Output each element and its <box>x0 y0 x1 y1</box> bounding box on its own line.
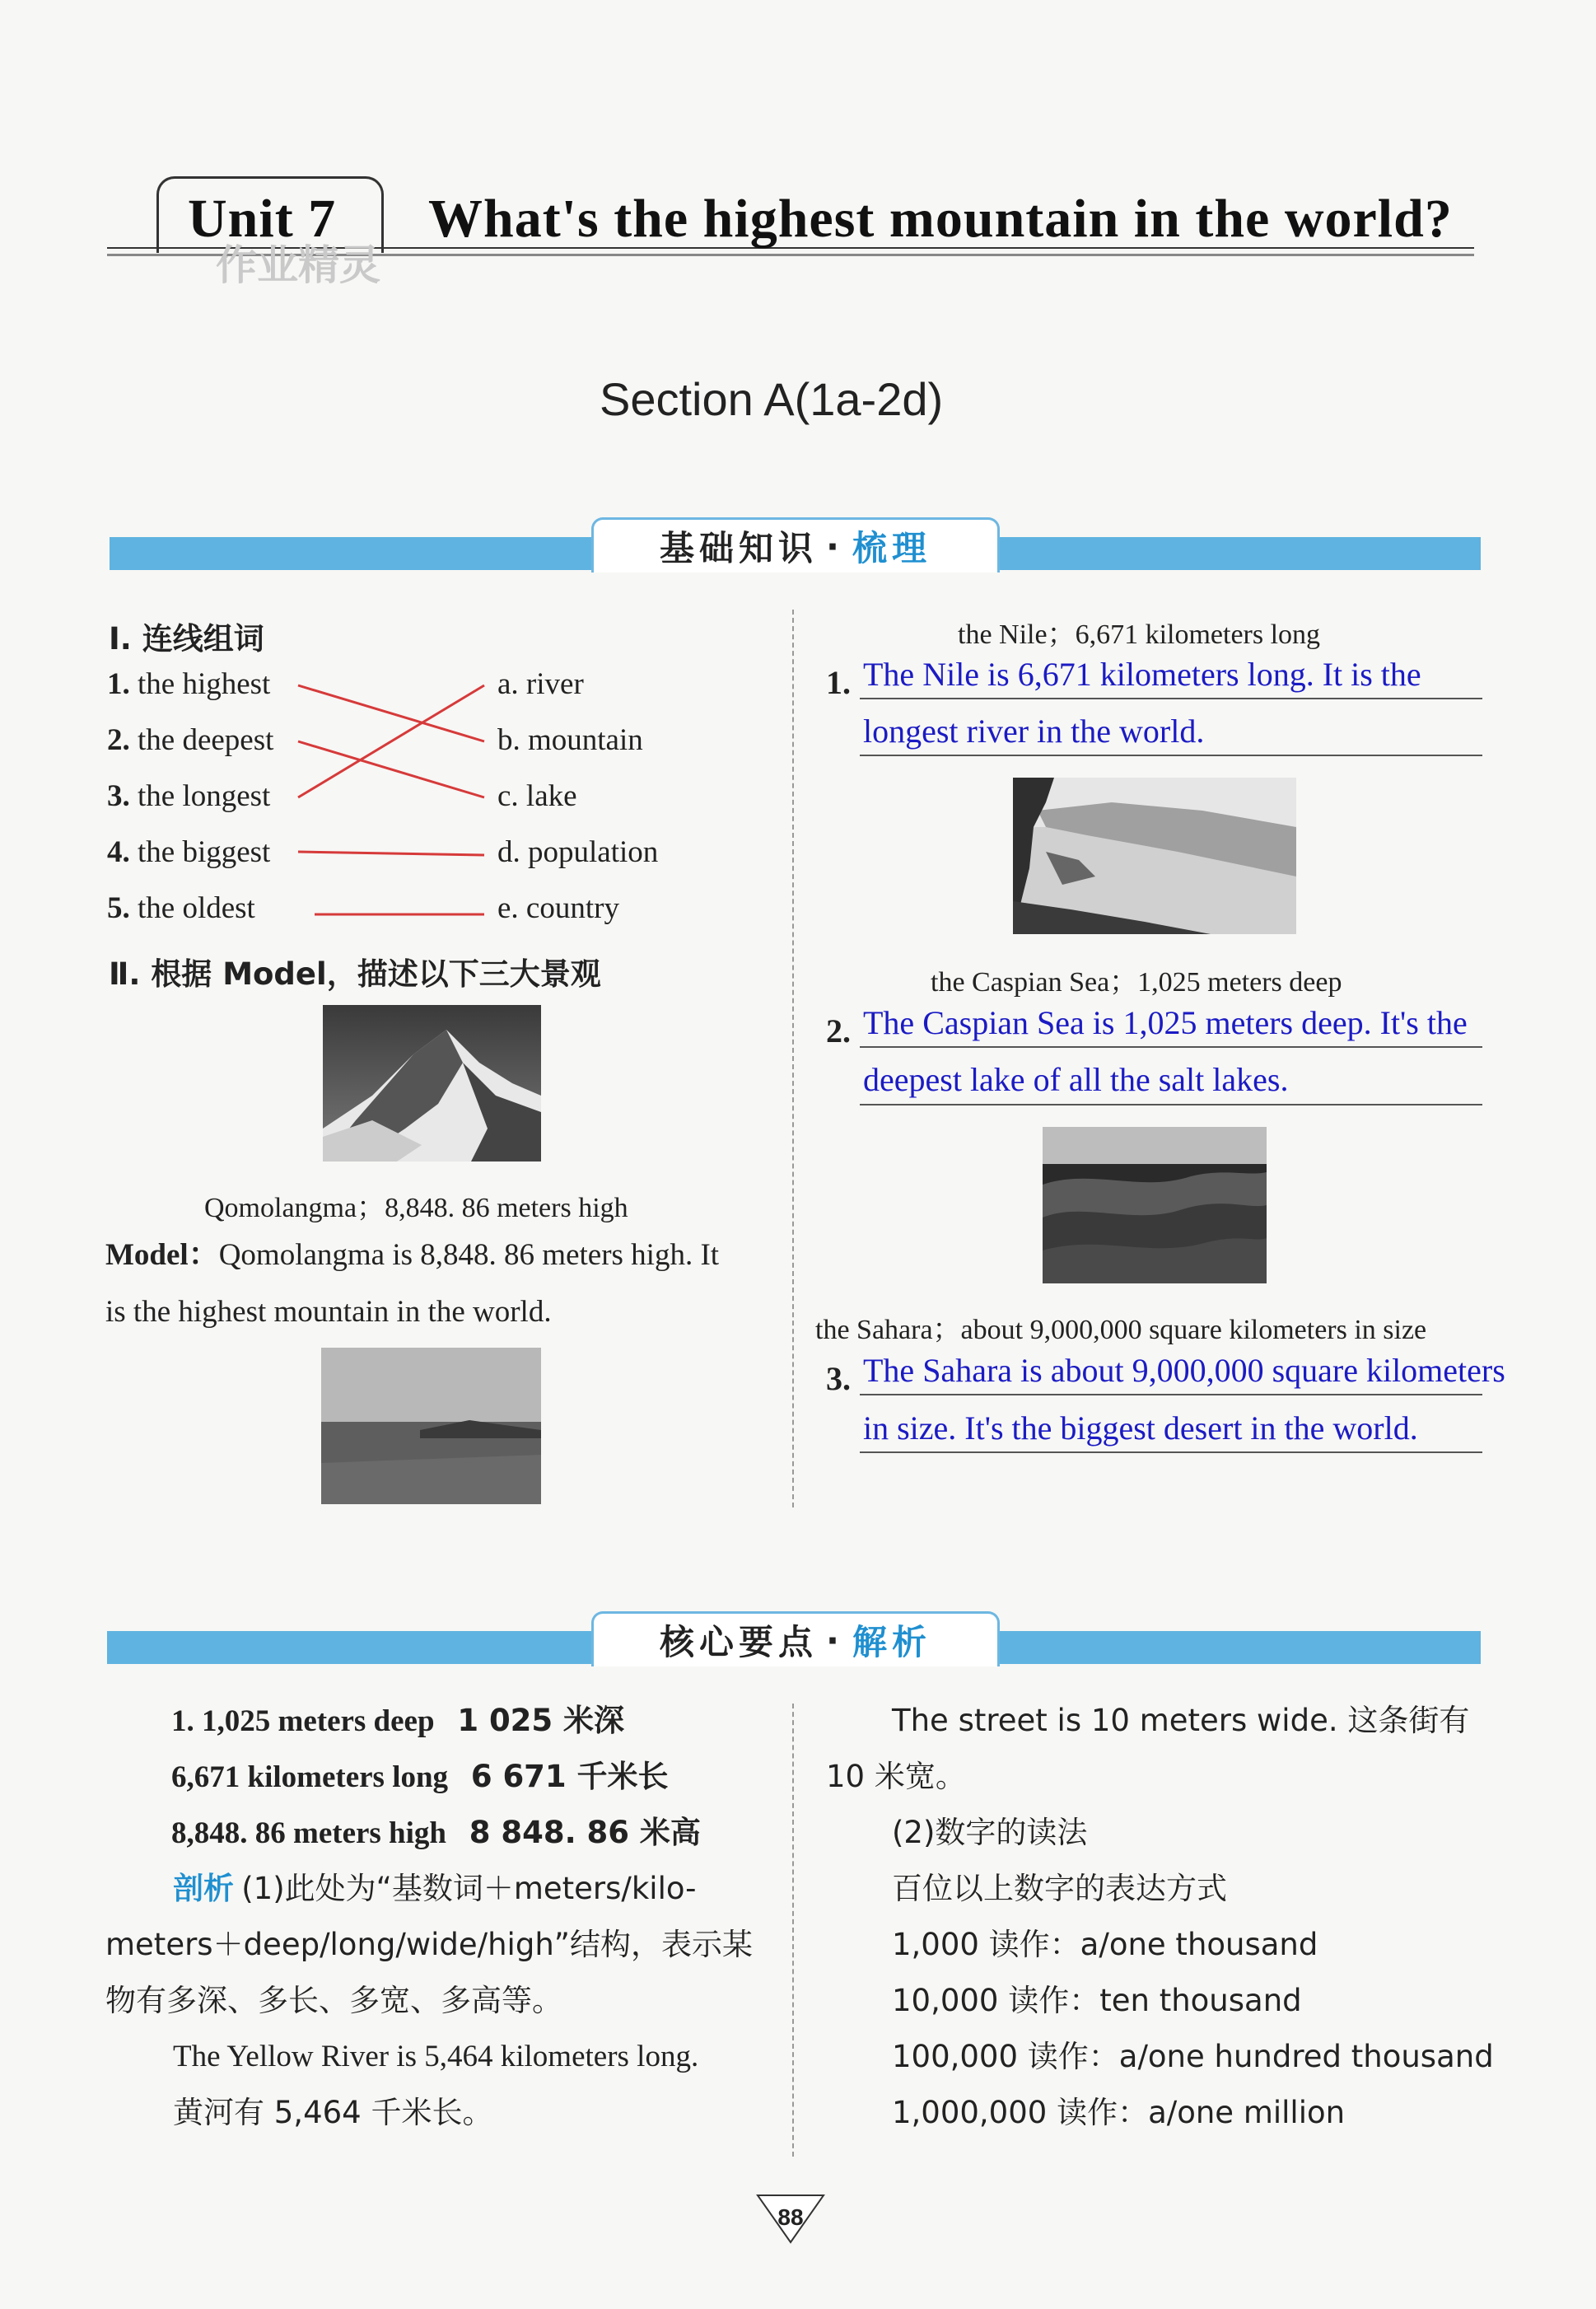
core-line-1: 1. 1,025 meters deep 1 025 米深 <box>171 1703 625 1738</box>
answer-1-line-2: longest river in the world. <box>863 713 1205 750</box>
match-line-3-a <box>298 685 484 797</box>
right-line-7: 100,000 读作：a/one hundred thousand <box>892 2039 1494 2074</box>
analysis-line-2: meters＋deep/long/wide/high”结构，表示某 <box>105 1927 753 1962</box>
sahara-photo <box>1043 1127 1267 1283</box>
match-right-e: e. country <box>497 891 619 925</box>
unit-label: Unit 7 <box>188 189 337 249</box>
page-number: 88 <box>777 2204 804 2230</box>
nile-caption: the Nile；6,671 kilometers long <box>958 619 1321 650</box>
unit-question: What's the highest mountain in the world? <box>428 189 1453 249</box>
right-line-3: (2)数字的读法 <box>892 1815 1088 1850</box>
banner-core: 核心要点 · 解析 <box>591 1611 1000 1666</box>
match-line-2-c <box>298 741 484 797</box>
model-line-2: is the highest mountain in the world. <box>105 1295 552 1329</box>
answer-2-num: 2. <box>826 1012 851 1049</box>
core-line-3: 8,848. 86 meters high 8 848. 86 米高 <box>171 1815 701 1850</box>
caspian-photo-left <box>321 1348 541 1504</box>
nile-photo <box>1013 778 1296 934</box>
part2-heading: Ⅱ. 根据 Model，描述以下三大景观 <box>109 956 601 992</box>
match-right-b: b. mountain <box>497 723 643 757</box>
sahara-caption: the Sahara；about 9,000,000 square kilometers in size <box>815 1315 1427 1345</box>
right-line-1: The street is 10 meters wide. 这条街有 <box>892 1703 1470 1738</box>
match-left-1: 1. the highest <box>107 667 271 701</box>
match-left-5: 5. the oldest <box>107 891 255 925</box>
answer-1-line-1: The Nile is 6,671 kilometers long. It is the <box>863 656 1421 693</box>
answer-3-num: 3. <box>826 1360 851 1397</box>
match-line-1-b <box>298 685 484 741</box>
example-1-cn: 黄河有 5,464 千米长。 <box>173 2095 493 2130</box>
qomolangma-caption: Qomolangma；8,848. 86 meters high <box>204 1193 628 1223</box>
match-right-d: d. population <box>497 835 659 869</box>
qomolangma-photo <box>323 1005 541 1162</box>
match-left-3: 3. the longest <box>107 779 271 813</box>
section-title: Section A(1a-2d) <box>600 373 944 425</box>
part1-heading: Ⅰ. 连线组词 <box>109 621 264 657</box>
core-line-2: 6,671 kilometers long 6 671 千米长 <box>171 1759 669 1794</box>
caspian-caption: the Caspian Sea；1,025 meters deep <box>931 967 1342 998</box>
answer-3-underline-1 <box>860 1394 1482 1395</box>
answer-1-num: 1. <box>826 664 851 701</box>
banner-foundation: 基础知识 · 梳理 <box>591 517 1000 573</box>
answer-2-line-1: The Caspian Sea is 1,025 meters deep. It's the <box>863 1004 1468 1041</box>
match-right-a: a. river <box>497 667 584 701</box>
answer-3-line-1: The Sahara is about 9,000,000 square kilometers <box>863 1352 1505 1389</box>
right-line-2: 10 米宽。 <box>826 1759 966 1794</box>
right-line-4: 百位以上数字的表达方式 <box>892 1871 1227 1906</box>
model-line-1: Model：Qomolangma is 8,848. 86 meters high. It <box>105 1238 720 1272</box>
answer-2-underline-1 <box>860 1046 1482 1048</box>
match-right-c: c. lake <box>497 779 577 813</box>
answer-3-underline-2 <box>860 1451 1482 1453</box>
answer-3-line-2: in size. It's the biggest desert in the world. <box>863 1409 1418 1447</box>
right-line-6: 10,000 读作：ten thousand <box>892 1983 1302 2018</box>
column-divider-bottom <box>792 1704 794 2157</box>
answer-2-underline-2 <box>860 1104 1482 1105</box>
answer-1-underline-1 <box>860 698 1482 699</box>
right-line-8: 1,000,000 读作：a/one million <box>892 2095 1346 2130</box>
answer-1-underline-2 <box>860 755 1482 756</box>
match-left-4: 4. the biggest <box>107 835 271 869</box>
column-divider-top <box>792 610 794 1507</box>
match-left-2: 2. the deepest <box>107 723 274 757</box>
watermark-logo: 作业精灵 <box>216 241 380 289</box>
answer-2-line-2: deepest lake of all the salt lakes. <box>863 1061 1289 1098</box>
right-line-5: 1,000 读作：a/one thousand <box>892 1927 1318 1962</box>
example-1-en: The Yellow River is 5,464 kilometers long. <box>173 2040 699 2073</box>
analysis-line-1: 剖析 (1)此处为“基数词＋meters/kilo- <box>173 1871 697 1906</box>
analysis-line-3: 物有多深、多长、多宽、多高等。 <box>105 1983 562 2018</box>
match-line-4-d <box>298 852 484 855</box>
